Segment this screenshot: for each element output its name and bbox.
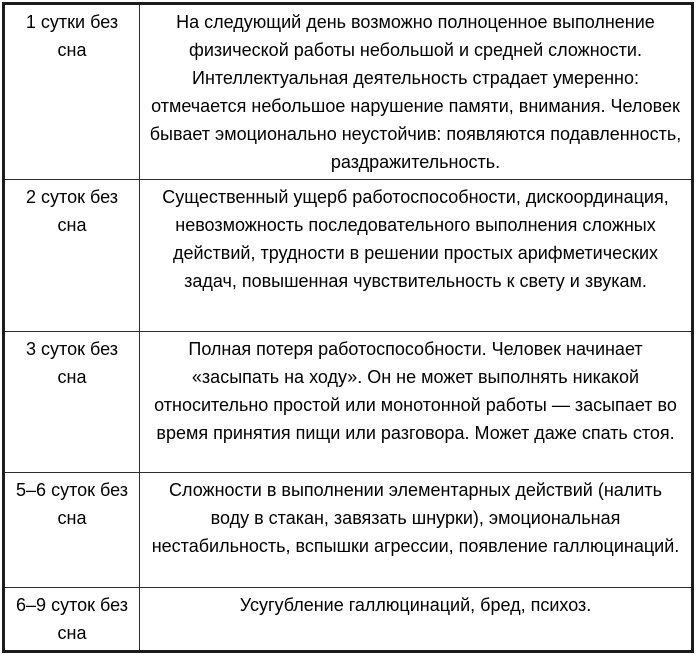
- description-cell: Сложности в выполнении элементарных действий (налить воду в стакан, завязать шнурки), эмоциональная нестабильность, вспышки агрессии, появление галлюцинаций.: [140, 473, 693, 588]
- sleep-deprivation-table: [2, 2, 694, 653]
- duration-cell: 6–9 суток без сна: [4, 588, 140, 652]
- duration-cell: 3 суток без сна: [4, 332, 140, 473]
- table-row: [4, 332, 693, 473]
- table-row: [4, 473, 693, 588]
- duration-cell: 5–6 суток без сна: [4, 473, 140, 588]
- table-row: [4, 4, 693, 180]
- table-row: [4, 588, 693, 652]
- duration-cell: 1 сутки без сна: [4, 4, 140, 180]
- description-cell: На следующий день возможно полноценное выполнение физической работы небольшой и средней сложности. Интеллектуальная деятельность страдает умеренно: отмечается небольшое нарушение памяти, внимания. Человек бывает эмоционально неустойчив: появляются подавленность, раздражительность.: [140, 4, 693, 180]
- table-row: [4, 180, 693, 332]
- description-cell: Полная потеря работоспособности. Человек начинает «засыпать на ходу». Он не может выполнять никакой относительно простой или монотонной работы — засыпает во время принятия пищи или разговора. Может даже спать стоя.: [140, 332, 693, 473]
- duration-cell: 2 суток без сна: [4, 180, 140, 332]
- description-cell: Существенный ущерб работоспособности, дискоординация, невозможность последовательного выполнения сложных действий, трудности в решении простых арифметических задач, повышенная чувствительность к свету и звукам.: [140, 180, 693, 332]
- description-cell: Усугубление галлюцинаций, бред, психоз.: [140, 588, 693, 652]
